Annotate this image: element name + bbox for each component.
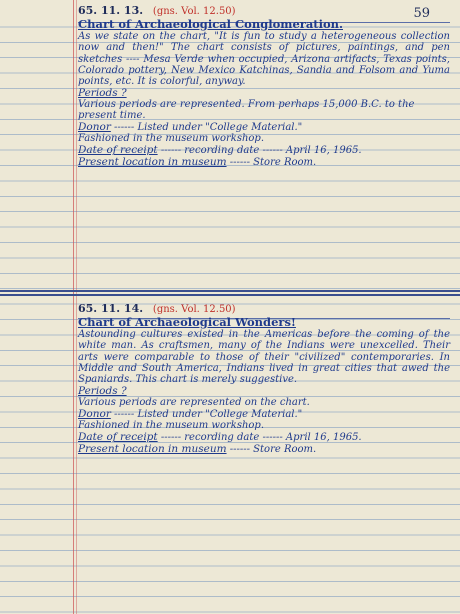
location-line [78,156,450,168]
section-divider [0,290,460,292]
receipt-label: Date of receipt [78,431,158,444]
location-label: Present location in museum [78,443,227,456]
entry-reference: (gns. Vol. 12.50) [152,304,236,315]
receipt-label: Date of receipt [78,144,158,157]
margin-line-inner [76,0,77,614]
catalog-entry-1 [78,4,450,168]
entry-reference: (gns. Vol. 12.50) [152,6,236,17]
entry-description: As we state on the chart, "It is fun to study a heterogeneous collection now and then!" The chart consists of pictures, paintings, and pen sketches ---- Mesa Verde when occupied, Arizona artifacts, Texas points, Colorado pottery, New Mexico Katchinas, Sandia and Folsom and Yuma points, etc. It is colorful, anyway. [78,31,450,88]
receipt-line [78,431,450,443]
donor-text: ------ Listed under "College Material." [114,122,303,134]
location-text: ------ Store Room. [229,157,317,169]
donor-line [78,121,450,133]
entry-number: 65. 11. 13. [78,4,144,17]
location-label: Present location in museum [78,156,227,169]
entry-title: Chart of Archaeological Conglomeration. [78,17,343,31]
periods-heading: Periods ? [78,87,127,100]
catalog-entry-2 [78,302,450,455]
donor-text: ------ Listed under "College Material." [114,409,303,421]
workshop-line: Fashioned in the museum workshop. [78,420,264,432]
entry-title: Chart of Archaeological Wonders! [78,315,296,329]
margin-line [73,0,74,614]
periods-heading: Periods ? [78,385,127,398]
donor-label: Donor [78,408,111,421]
workshop-line: Fashioned in the museum workshop. [78,133,264,145]
location-text: ------ Store Room. [229,444,317,456]
entry-description: Astounding cultures existed in the Americas before the coming of the white man. As craftsmen, many of the Indians were unexcelled. Their arts were comparable to those of their "civilized" contemporaries. In Middle and South America, Indians lived in great cities that awed the Spaniards. This chart is merely suggestive. [78,329,450,386]
entry-number: 65. 11. 14. [78,302,144,315]
receipt-text: ------ recording date ------ April 16, 1965. [160,432,362,444]
periods-text: Various periods are represented. From perhaps 15,000 B.C. to the present time. [78,99,415,122]
entry-header [78,4,450,17]
periods-text: Various periods are represented on the chart. [78,397,310,409]
page-number: 59 [413,6,430,21]
donor-line [78,408,450,420]
location-line [78,443,450,455]
receipt-line [78,144,450,156]
receipt-text: ------ recording date ------ April 16, 1965. [160,145,362,157]
section-divider-second [0,294,460,296]
entry-header [78,302,450,315]
donor-label: Donor [78,121,111,134]
